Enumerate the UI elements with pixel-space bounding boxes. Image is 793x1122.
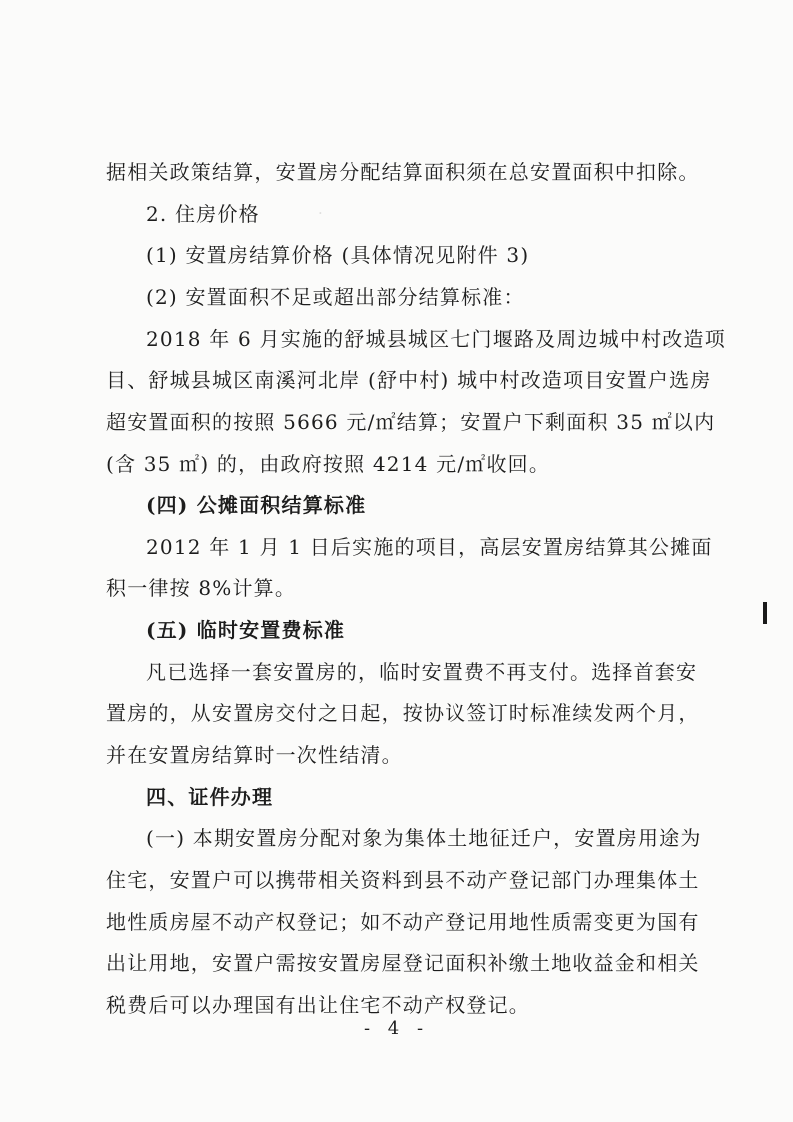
paragraph-line: 2018 年 6 月实施的舒城县城区七门堰路及周边城中村改造项 <box>146 327 726 351</box>
paragraph-line: 税费后可以办理国有出让住宅不动产权登记。 <box>106 993 530 1017</box>
paragraph-line: 住宅，安置户可以携带相关资料到县不动产登记部门办理集体土 <box>106 868 700 892</box>
paragraph-line: 凡已选择一套安置房的，临时安置费不再支付。选择首套安 <box>146 660 698 684</box>
paragraph-line: 并在安置房结算时一次性结清。 <box>106 743 403 767</box>
paragraph-line: 超安置面积的按照 5666 元/㎡结算；安置户下剩面积 35 ㎡以内 <box>106 410 716 434</box>
paragraph-line: (含 35 ㎡) 的，由政府按照 4214 元/㎡收回。 <box>106 452 551 476</box>
section-heading: (五) 临时安置费标准 <box>146 618 346 642</box>
binding-mark <box>763 602 767 624</box>
page-number: - 4 - <box>363 1018 430 1039</box>
paragraph-line: (一) 本期安置房分配对象为集体土地征迁户，安置房用途为 <box>146 826 702 850</box>
paragraph-line: 据相关政策结算，安置房分配结算面积须在总安置面积中扣除。 <box>106 160 700 184</box>
paragraph-line: 地性质房屋不动产权登记；如不动产登记用地性质需变更为国有 <box>106 910 700 934</box>
paragraph-line: (2) 安置面积不足或超出部分结算标准： <box>146 285 525 309</box>
paragraph-line: (1) 安置房结算价格 (具体情况见附件 3) <box>146 243 530 267</box>
show-through-text: . <box>318 200 324 218</box>
paragraph-line: 出让用地，安置户需按安置房屋登记面积补缴土地收益金和相关 <box>106 951 700 975</box>
paragraph-line: 积一律按 8%计算。 <box>106 576 297 600</box>
chapter-heading: 四、证件办理 <box>146 785 274 809</box>
paragraph-line: 置房的，从安置房交付之日起，按协议签订时标准续发两个月， <box>106 701 700 725</box>
paragraph-line: 目、舒城县城区南溪河北岸 (舒中村) 城中村改造项目安置户选房 <box>106 368 712 392</box>
paragraph-line: 2012 年 1 月 1 日后实施的项目，高层安置房结算其公摊面 <box>146 535 713 559</box>
section-subheading: 2. 住房价格 <box>146 202 260 226</box>
section-heading: (四) 公摊面积结算标准 <box>146 493 367 517</box>
